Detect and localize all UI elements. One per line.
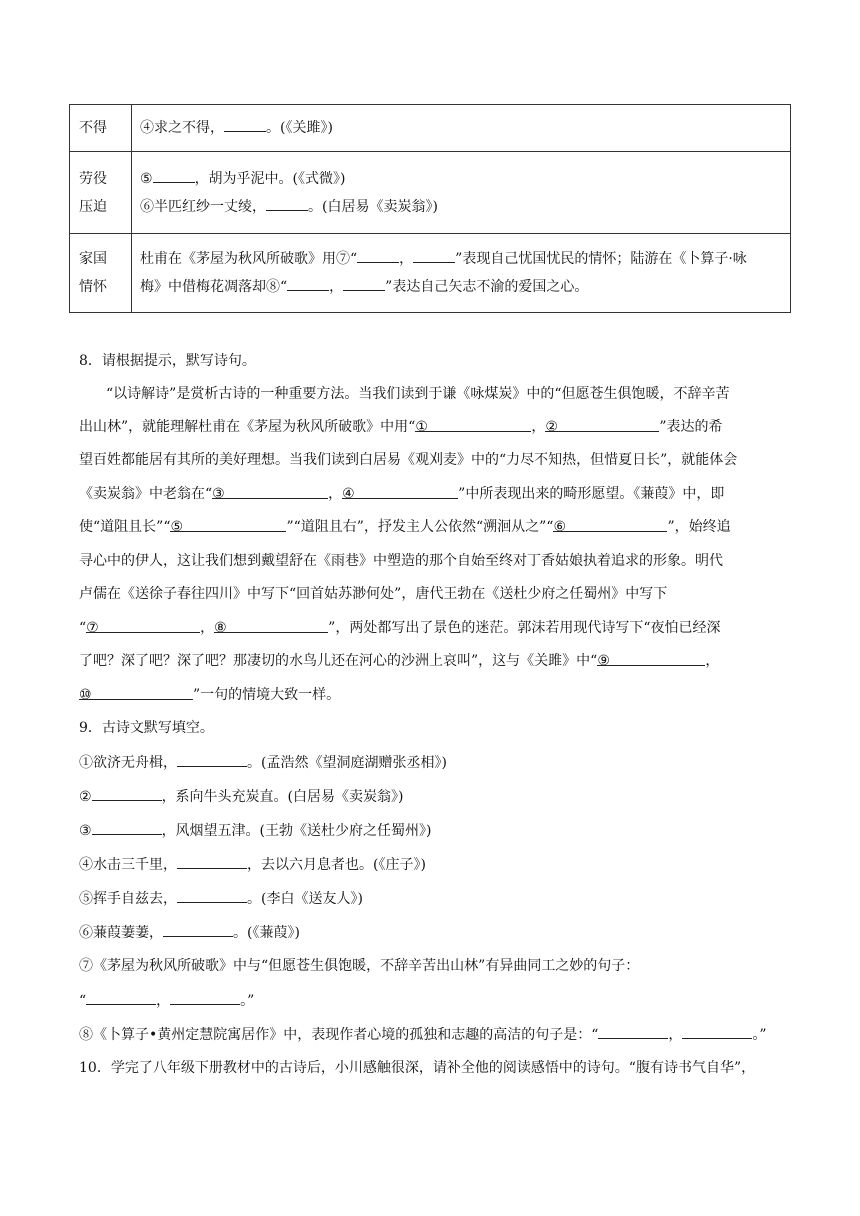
answer-blank[interactable] — [266, 196, 308, 211]
answer-blank[interactable] — [343, 276, 385, 291]
q9-item: “ ， 。” — [79, 990, 254, 1011]
row-content: 杜甫在《茅屋为秋风所破歌》用⑦“ ， ”表现自己忧国忧民的情怀；陆游在《卜算子·咏 梅》中借梅花凋落却⑧“ ， ”表达自己矢志不渝的爱国之心。 — [132, 234, 791, 313]
q9-item: ⑤挥手自兹去， 。(李白《送友人》) — [79, 888, 363, 909]
answer-blank[interactable]: ② — [545, 417, 659, 432]
q8-paragraph-line: 出山林”，就能理解杜甫在《茅屋为秋风所破歌》中用“① ，② ”表达的希 — [79, 419, 723, 435]
q9-item: ③ ，风烟望五津。(王勃《送杜少府之任蜀州》) — [79, 820, 432, 841]
q8-paragraph-line: 《卖炭翁》中老翁在“③ ，④ ”中所表现出来的畸形愿望。《蒹葭》中，即 — [79, 486, 725, 502]
q9-item: ⑧《卜算子•黄州定慧院寓居作》中，表现作者心境的孤独和志趣的高洁的句子是：“ ， 。” — [79, 1024, 767, 1045]
answer-blank[interactable] — [177, 888, 247, 903]
answer-blank[interactable]: ⑥ — [553, 517, 667, 532]
table-row — [70, 105, 791, 152]
answer-blank[interactable]: ⑩ — [79, 685, 193, 700]
answer-blank[interactable]: ⑤ — [170, 517, 286, 532]
answer-blank[interactable] — [92, 820, 162, 835]
answer-blank[interactable]: ④ — [342, 484, 458, 499]
table-row — [70, 152, 791, 234]
q10-text: 10．学完了八年级下册教材中的古诗后，小川感触很深，请补全他的阅读感悟中的诗句。“腹有诗书气自华”， — [79, 1060, 756, 1076]
table-row — [70, 234, 791, 313]
row-content: ④求之不得， 。(《关雎》) — [132, 105, 791, 152]
q9-item: ⑥蒹葭萋萋， 。(《蒹葭》) — [79, 922, 300, 943]
answer-blank[interactable]: ⑧ — [214, 618, 328, 633]
answer-blank[interactable]: ① — [415, 417, 531, 432]
q9-item: ④水击三千里， ，去以六月息者也。(《庄子》) — [79, 854, 426, 875]
q8-title: 8．请根据提示，默写诗句。 — [79, 353, 256, 369]
q8-paragraph-line: 了吧？深了吧？深了吧？那凄切的水鸟儿还在河心的沙洲上哀叫”，这与《关雎》中“⑨ ， — [79, 653, 720, 669]
row-content: ⑤ ，胡为乎泥中。(《式微》) ⑥半匹红纱一丈绫， 。(白居易《卖炭翁》) — [132, 152, 791, 234]
answer-blank[interactable] — [177, 752, 247, 767]
q9-title: 9．古诗文默写填空。 — [79, 720, 214, 736]
q9-item: ② ，系向牛头充炭直。(白居易《卖炭翁》) — [79, 786, 404, 807]
row-key: 不得 — [70, 105, 132, 152]
answer-blank[interactable] — [177, 854, 247, 869]
answer-blank[interactable] — [92, 786, 162, 801]
answer-blank[interactable] — [170, 990, 240, 1005]
answer-blank[interactable] — [598, 1024, 668, 1039]
answer-blank[interactable] — [357, 248, 399, 263]
answer-blank[interactable] — [224, 117, 266, 132]
answer-blank[interactable]: ⑦ — [86, 618, 200, 633]
row-key: 家国 情怀 — [70, 234, 132, 313]
q9-item: ①欲济无舟楫， 。(孟浩然《望洞庭湖赠张丞相》) — [79, 752, 447, 773]
poetry-table — [69, 104, 791, 313]
q8-paragraph-line: 寻心中的伊人，这让我们想到戴望舒在《雨巷》中塑造的那个自始至终对丁香姑娘执着追求的形象。明代 — [79, 553, 723, 569]
answer-blank[interactable] — [682, 1024, 752, 1039]
q8-paragraph-line: 卢儒在《送徐子春往四川》中写下“回首姑苏渺何处”，唐代王勃在《送杜少府之任蜀州》中写下 — [79, 586, 668, 602]
answer-blank[interactable] — [153, 168, 195, 183]
q8-paragraph-line: 使“道阻且长”“⑤ ”“道阻且右”，抒发主人公依然“溯洄从之”“⑥ ”，始终追 — [79, 519, 731, 535]
answer-blank[interactable] — [86, 990, 156, 1005]
answer-blank[interactable]: ③ — [212, 484, 328, 499]
answer-blank[interactable]: ⑨ — [597, 651, 705, 666]
row-key: 劳役 压迫 — [70, 152, 132, 234]
answer-blank[interactable] — [413, 248, 455, 263]
q8-paragraph-line: ⑩ ”一句的情境大致一样。 — [79, 687, 341, 703]
q8-paragraph-line: 望百姓都能居有其所的美好理想。当我们读到白居易《观刈麦》中的“力尽不知热，但惜夏日长”，就能体会 — [79, 452, 738, 468]
q8-paragraph-line: “⑦ ，⑧ ”，两处都写出了景色的迷茫。郭沫若用现代诗写下“夜怕已经深 — [79, 620, 721, 636]
q9-item: ⑦《茅屋为秋风所破歌》中与“但愿苍生俱饱暖，不辞辛苦出山林”有异曲同工之妙的句子： — [79, 958, 640, 974]
answer-blank[interactable] — [163, 922, 233, 937]
answer-blank[interactable] — [287, 276, 329, 291]
q8-paragraph-line: “以诗解诗”是赏析古诗的一种重要方法。当我们读到于谦《咏煤炭》中的“但愿苍生俱饱暖，不辞辛苦 — [106, 386, 730, 402]
